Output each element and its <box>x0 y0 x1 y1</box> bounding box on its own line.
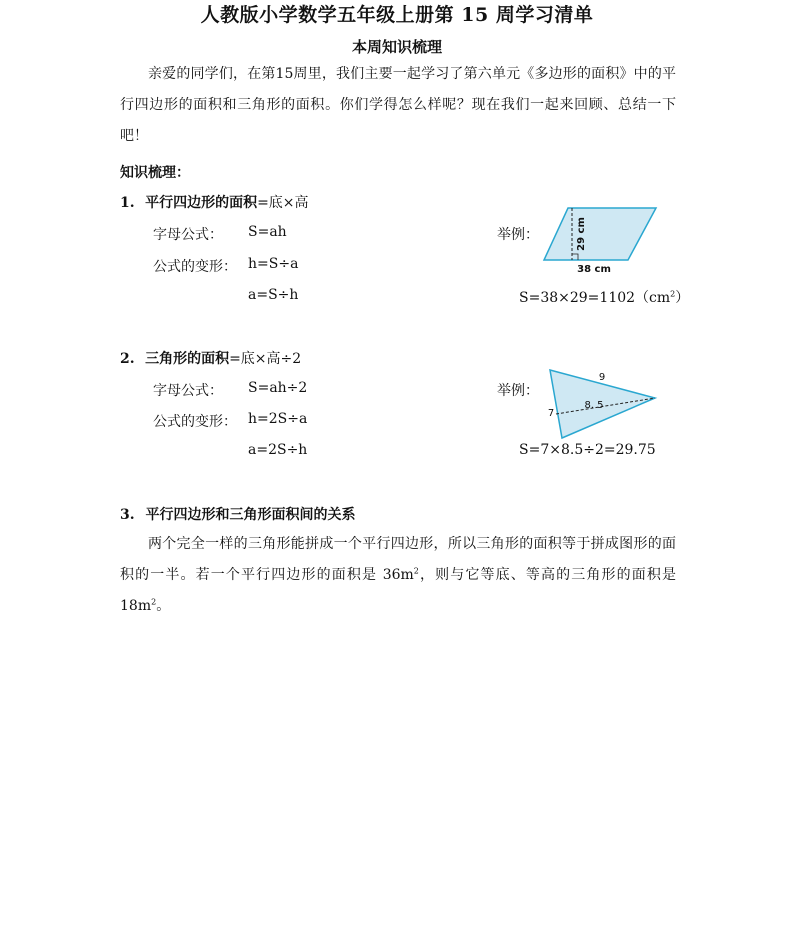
section1-formula: S=ah <box>248 224 287 240</box>
section2-heading-rest: =底×高÷2 <box>229 351 302 367</box>
section-subtitle: 本周知识梳理 <box>351 38 442 56</box>
section1-transform1: h=S÷a <box>248 256 299 272</box>
section2-example-label: 举例： <box>497 383 539 399</box>
triangle-diagram <box>540 364 662 442</box>
section2-heading-bold: 三角形的面积 <box>145 351 230 367</box>
section3-body-part2: ，则与它等底、等高的三角形的面积是 18m <box>120 567 676 614</box>
section3-sup1: 2 <box>413 566 419 576</box>
parallelogram-shape <box>544 208 656 260</box>
section3-heading <box>120 504 356 524</box>
section2-number: 2. <box>120 351 135 367</box>
section2-transform2: a=2S÷h <box>248 442 308 458</box>
section2-transform1: h=2S÷a <box>248 411 308 427</box>
section3-body-part1: 两个完全一样的三角形能拼成一个平行四边形，所以三角形的面积等于拼成图形的面积的一半。若一个平行四边形的面积是 36m <box>120 536 676 583</box>
knowledge-heading: 知识梳理： <box>120 165 190 181</box>
section1-result-sup: 2 <box>670 289 676 299</box>
section1-transform2: a=S÷h <box>248 287 299 303</box>
section2-formula-label: 字母公式： <box>153 383 223 399</box>
document-title: 人教版小学数学五年级上册第 15 周学习清单 <box>200 4 594 26</box>
section3-heading-text: 平行四边形和三角形面积间的关系 <box>145 507 356 523</box>
parallelogram-base-label: 38 cm <box>577 264 611 275</box>
section1-heading-bold: 平行四边形的面积 <box>145 195 258 211</box>
triangle-side-label: 9 <box>598 372 606 383</box>
section2-heading <box>120 348 301 368</box>
parallelogram-height-label: 29 cm <box>576 217 587 251</box>
section1-result-text: S=38×29=1102（cm <box>519 290 671 306</box>
section2-example-result: S=7×8.5÷2=29.75 <box>519 442 656 458</box>
section1-example-label: 举例： <box>497 227 539 243</box>
parallelogram-diagram <box>540 204 665 276</box>
triangle-height-label: 8. 5 <box>584 400 604 411</box>
section1-result-end: ） <box>675 290 690 306</box>
section1-heading <box>120 192 309 212</box>
triangle-base-label: 7 <box>547 408 555 419</box>
section1-heading-rest: =底×高 <box>257 195 309 211</box>
section3-number: 3. <box>120 507 135 523</box>
section1-number: 1. <box>120 195 135 211</box>
section2-transform-label: 公式的变形： <box>153 414 237 430</box>
section3-sup2: 2 <box>151 597 157 607</box>
section1-transform-label: 公式的变形： <box>153 259 237 275</box>
section3-body-part3: 。 <box>156 598 171 614</box>
section3-body <box>120 529 676 622</box>
intro-paragraph: 亲爱的同学们，在第15周里，我们主要一起学习了第六单元《多边形的面积》中的平行四边形的面积和三角形的面积。你们学得怎么样呢？现在我们一起来回顾、总结一下吧！ <box>120 66 676 144</box>
section1-formula-label: 字母公式： <box>153 227 223 243</box>
section2-formula: S=ah÷2 <box>248 380 308 396</box>
section1-example-result <box>519 287 689 307</box>
